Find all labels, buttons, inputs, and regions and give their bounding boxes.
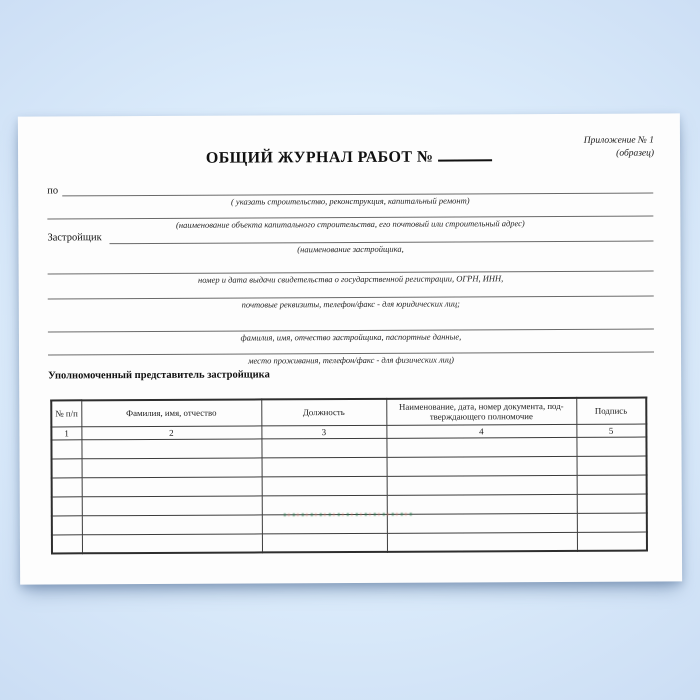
document-title-text: ОБЩИЙ ЖУРНАЛ РАБОТ №: [205, 148, 434, 167]
caption-object-type: ( указать строительство, реконструкция, капитальный ремонт): [230, 195, 470, 207]
paper-sheet: [18, 113, 682, 584]
field-developer-label: Застройщик: [47, 232, 102, 244]
caption-registration: номер и дата выдачи свидетельства о государственной регистрации, ОГРН, ИНН,: [197, 273, 504, 285]
field-po-label: по: [47, 185, 59, 197]
table-header-signature: Подпись: [576, 398, 646, 424]
table-colnum-1: 1: [51, 426, 81, 439]
table-header-position: Должность: [261, 399, 386, 426]
caption-developer-name: (наименование застройщика,: [297, 243, 404, 255]
table-colnum-3: 3: [261, 425, 386, 439]
appendix-line1: Приложение № 1: [583, 135, 655, 146]
table-colnum-5: 5: [576, 424, 646, 438]
table-colnum-4: 4: [386, 424, 576, 438]
appendix-line2: (образец): [616, 148, 655, 159]
table-colnum-2: 2: [81, 425, 261, 439]
caption-object-name: (наименование объекта капитального строительства, его почтовый или строительный адрес): [175, 218, 525, 230]
table-header-number: № п/п: [51, 400, 81, 426]
table-header-document: Наименование, дата, номер документа, под-тверждающего полномочие: [386, 398, 576, 425]
table-empty-row: [52, 532, 647, 554]
table-header-fullname: Фамилия, имя, отчество: [81, 399, 261, 426]
document-title: [18, 146, 680, 168]
section-title-representative: Уполномоченный представитель застройщика: [48, 369, 270, 382]
representative-table: [50, 397, 648, 555]
caption-personal: фамилия, имя, отчество застройщика, паспортные данные,: [240, 331, 462, 343]
title-blank-line: [438, 147, 492, 161]
caption-residence: место проживания, телефон/факс - для физических лиц): [248, 354, 455, 366]
caption-postal: почтовые реквизиты, телефон/факс - для юридических лиц;: [241, 298, 460, 310]
table-header-row: [51, 398, 646, 427]
